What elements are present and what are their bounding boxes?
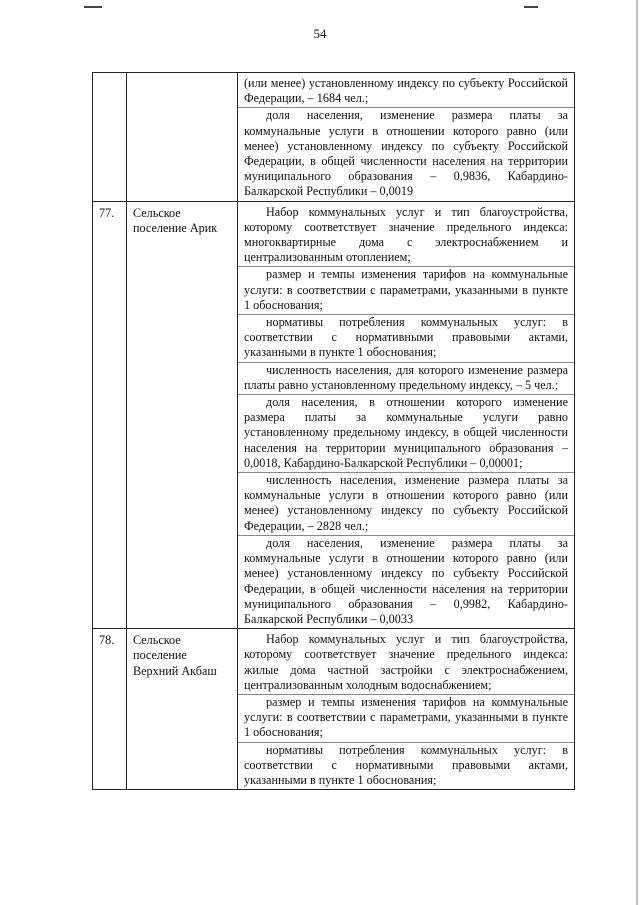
description-paragraph: (или менее) установленному индексу по субъекту Российской Федерации, – 1684 чел.;: [238, 73, 574, 108]
description-paragraph: Набор коммунальных услуг и тип благоустройства, которому соответствует значение предельного индекса: жилые дома частной застройки с электроснабжением, централизованным холодным водоснабжением;: [238, 629, 574, 695]
description-paragraph: численность населения, для которого изменение размера платы равно установленному предельному индексу, – 5 чел.;: [238, 363, 574, 395]
scan-edge-right: [636, 0, 638, 905]
description-paragraph: нормативы потребления коммунальных услуг: в соответствии с нормативными правовыми актами, указанными в пункте 1 обоснования;: [238, 315, 574, 363]
description-cell: [238, 201, 575, 628]
description-paragraph: доля населения, в отношении которого изменение размера платы за коммунальные услуги равно установленному предельному индексу, в общей численности населения на территории муниципального образования – 0,0018, Кабардино-Балкарской Республики – 0,00001;: [238, 395, 574, 473]
settlement-name: Сельское поселение Арик: [127, 201, 238, 628]
settlement-name: Сельское поселение Верхний Акбаш: [127, 629, 238, 790]
description-paragraph: доля населения, изменение размера платы за коммунальные услуги в отношении которого равно (или менее) установленному индексу по субъекту Российской Федерации, в общей численности населения на территории муниципального образования – 0,9836, Кабардино-Балкарской Республики – 0,0019: [244, 108, 568, 199]
description-paragraph: Набор коммунальных услуг и тип благоустройства, которому соответствует значение предельного индекса: многоквартирные дома с электроснабжением и централизованным отоплением;: [238, 202, 574, 268]
document-table: [92, 72, 575, 790]
table-row: [93, 201, 575, 628]
scan-mark-left: [84, 6, 102, 8]
description-paragraph: доля населения, изменение размера платы за коммунальные услуги в отношении которого равно (или менее) установленному индексу по субъекту Российской Федерации, в общей численности населения на территории муниципального образования – 0,9982, Кабардино-Балкарской Республики – 0,0033: [244, 535, 568, 626]
description-paragraph: размер и темпы изменения тарифов на коммунальные услуги: в соответствии с параметрами, указанными в пункте 1 обоснования;: [238, 695, 574, 743]
description-paragraph: размер и темпы изменения тарифов на коммунальные услуги: в соответствии с параметрами, указанными в пункте 1 обоснования;: [238, 267, 574, 315]
description-cell: [238, 73, 575, 202]
page-number: 54: [313, 26, 327, 41]
table-row: [93, 73, 575, 202]
description-paragraph: численность населения, изменение размера платы за коммунальные услуги в отношении которого равно (или менее) установленному индексу по субъекту Российской Федерации, – 2828 чел.;: [238, 473, 574, 536]
row-number: 78.: [93, 629, 127, 790]
row-number: [93, 73, 127, 202]
settlement-name: [127, 73, 238, 202]
scan-mark-right: [524, 6, 538, 8]
table-row: [93, 629, 575, 790]
description-cell: [238, 629, 575, 790]
table-body: [93, 73, 575, 790]
description-paragraph: нормативы потребления коммунальных услуг: в соответствии с нормативными правовыми актами, указанными в пункте 1 обоснования;: [244, 742, 568, 787]
row-number: 77.: [93, 201, 127, 628]
